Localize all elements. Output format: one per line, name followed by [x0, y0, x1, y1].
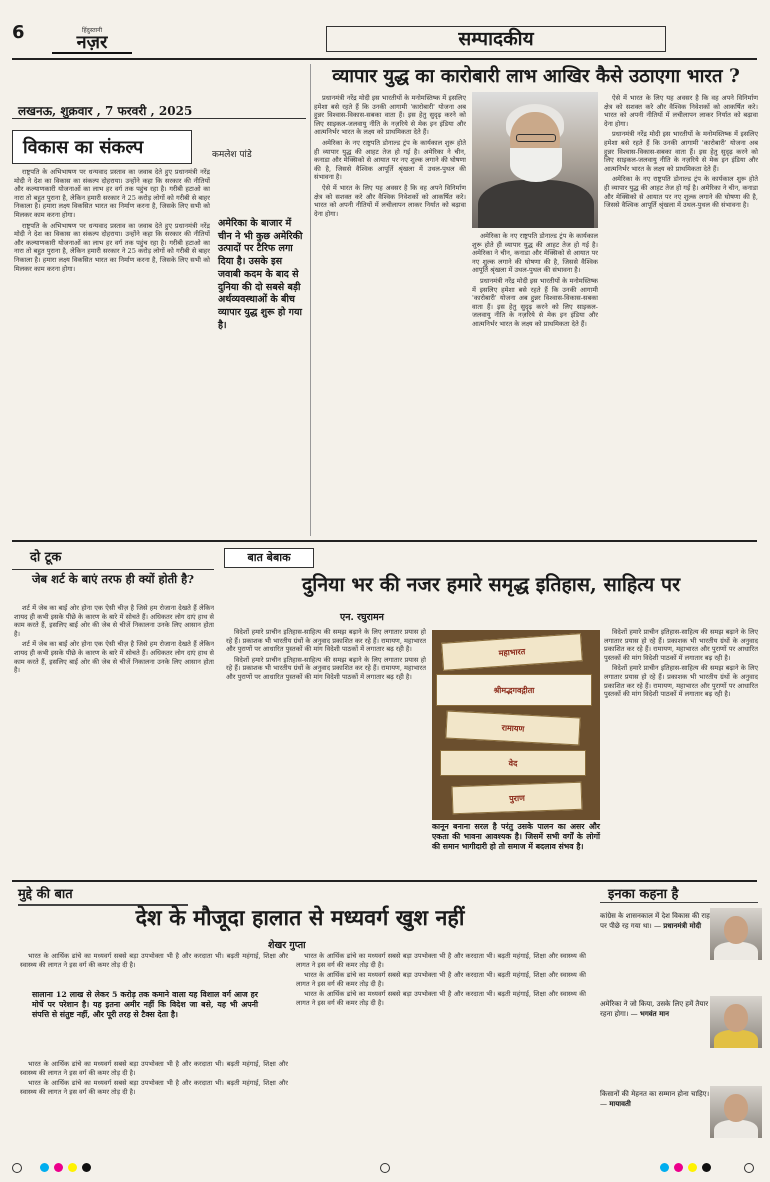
- top-body-1c: प्रधानमंत्री नरेंद्र मोदी इस भारतीयों के मनोमस्तिष्क में इसलिए हमेशा बसे रहते हैं कि उनकी आगामी 'कारोबारी' योजना अब हुन्नर विश्वास-विकास-सबका वाता हैं। इस हेतु सुदृढ़ करने को लिए साइकल-जलवायु नीति के नज़रिये से मेक इन इंडिया और आत्मनिर्भर भारत के लक्ष्य को प्राथमिकता देते हैं।: [604, 130, 758, 173]
- portrait-2: [710, 996, 762, 1048]
- mudde-text-3: भारत के आर्थिक ढांचे का मध्यवर्ग सबसे बड़ा उपभोक्ता भी है और करदाता भी। बढ़ती महंगाई, शिक्षा और स्वास्थ्य की लागत ने इस वर्ग की कमर तोड़ दी है।: [20, 1079, 288, 1096]
- inka-quote-3-name: मायावती: [609, 1099, 631, 1109]
- baat-quote: कानून बनाना सरल है परंतु उसके पालन का असर और एकता की भावना आवश्यक है। जिसमें सभी वर्गों के लोगों की समान भागीदारी हो तो समाज में बदलाव संभव है।: [432, 822, 600, 851]
- top-body-2c: अमेरिका के नए राष्ट्रपति डोनाल्ड ट्रंप के कार्यकाल शुरू होते ही व्यापार युद्ध की आहट तेज हो गई है। अमेरिका ने चीन, कनाडा और मेक्सिको से आयात पर नए शुल्क लगाने की घोषणा की है, जिससे वैश्विक आपूर्ति श्रृंखला में उथल-पुथल की संभावना है।: [604, 175, 758, 210]
- registration-mark-center: [380, 1163, 390, 1173]
- inka-label: इनका कहना है: [600, 884, 758, 903]
- logo-small: हिंदुस्तानी: [81, 27, 103, 34]
- mudde-headline: देश के मौजूदा हालात से मध्यवर्ग खुश नहीं: [135, 906, 465, 931]
- mudde-byline: शेखर गुप्ता: [268, 940, 306, 951]
- color-dot-magenta-2: [674, 1163, 683, 1172]
- baat-text-2: विदेशों हमारे प्राचीन इतिहास-साहित्य की समझ बढ़ाने के लिए लगातार प्रयास हो रहे हैं। प्रकाशक भी भारतीय ग्रंथों के अनुवाद प्रकाशित कर रहे हैं। रामायण, महाभारत और पुराणों पर आधारित पुस्तकों की मांग विदेशी पाठकों में लगातार बढ़ रही है।: [226, 655, 426, 681]
- baat-byline: एन. रघुरामन: [340, 612, 384, 623]
- paper-logo: [52, 26, 132, 54]
- book-4: वेद: [440, 750, 586, 776]
- mudde-intro: [20, 952, 288, 988]
- do-took-text-2: शर्ट में जेब का बाईं ओर होना एक ऐसी चीज़ है जिसे हम रोजाना देखते हैं लेकिन शायद ही कभी इसके पीछे के कारण के बारे में सोचते हैं। अधिकतर लोग दाएं हाथ से काम करते हैं, इसलिए बाईं ओर की जेब से चीजें निकालना उनके लिए आसान होता है।: [14, 640, 214, 675]
- column-rule: [310, 64, 311, 536]
- editorial-text-2: राष्ट्रपति के अभिभाषण पर धन्यवाद प्रस्ताव का जवाब देते हुए प्रधानमंत्री नरेंद्र मोदी ने देश का विकास का संकल्प दोहराया। उन्होंने कहा कि सरकार की नीतियों और कल्याणकारी योजनाओं का लाभ हर वर्ग तक पहुंच रहा है। गरीबी हटाओ का नारा तो बहुत पुराना है, लेकिन हमारी सरकार ने 25 करोड़ लोगों को गरीबी से बाहर निकाला है। हमारा लक्ष्य विकसित भारत का निर्माण करना है, जिसके लिए सभी को मिलकर काम करना होगा।: [14, 221, 210, 273]
- top-body-2: अमेरिका के नए राष्ट्रपति डोनाल्ड ट्रंप के कार्यकाल शुरू होते ही व्यापार युद्ध की आहट तेज हो गई है। अमेरिका ने चीन, कनाडा और मेक्सिको से आयात पर नए शुल्क लगाने की घोषणा की है, जिससे वैश्विक आपूर्ति श्रृंखला में उथल-पुथल की संभावना है।: [314, 138, 466, 182]
- inka-quote-2: अमेरिका ने जो किया, उसके लिए हमें तैयार रहना होगा। — भगवंत मान: [600, 1000, 709, 1019]
- top-body-1: प्रधानमंत्री नरेंद्र मोदी इस भारतीयों के मनोमस्तिष्क में इसलिए हमेशा बसे रहते हैं कि उनकी आगामी 'कारोबारी' योजना अब हुन्नर विश्वास-विकास-सबका वाता हैं। इस हेतु सुदृढ़ करने को लिए साइकल-जलवायु नीति के नज़रिये से मेक इन इंडिया और आत्मनिर्भर भारत के लक्ष्य को प्राथमिकता देते हैं।: [314, 94, 466, 137]
- portrait-3: [710, 1086, 762, 1138]
- book-3: रामायण: [445, 711, 580, 746]
- inka-quote-1-name: प्रधानमंत्री मोदी: [663, 921, 702, 931]
- top-headline: व्यापार युद्ध का कारोबारी लाभ आखिर कैसे उठाएगा भारत ?: [332, 66, 740, 87]
- book-1: महाभारत: [441, 633, 583, 671]
- top-body-1b: प्रधानमंत्री नरेंद्र मोदी इस भारतीयों के मनोमस्तिष्क में इसलिए हमेशा बसे रहते हैं कि उनकी आगामी 'कारोबारी' योजना अब हुन्नर विश्वास-विकास-सबका वाता हैं। इस हेतु सुदृढ़ करने को लिए साइकल-जलवायु नीति के नज़रिये से मेक इन इंडिया और आत्मनिर्भर भारत के लक्ष्य को प्राथमिकता देते हैं।: [472, 276, 598, 328]
- inka-quote-1-text: कांग्रेस के शासनकाल में देश विकास की राह पर पीछे रह गया था।: [600, 912, 710, 931]
- baat-label: बात बेबाक: [224, 548, 314, 568]
- color-dot-black-2: [702, 1163, 711, 1172]
- mudde-text-2: भारत के आर्थिक ढांचे का मध्यवर्ग सबसे बड़ा उपभोक्ता भी है और करदाता भी। बढ़ती महंगाई, शिक्षा और स्वास्थ्य की लागत ने इस वर्ग की कमर तोड़ दी है।: [20, 1060, 288, 1077]
- baat-col3: [604, 628, 758, 876]
- inka-quote-3-text: किसानों की मेहनत का सम्मान होना चाहिए।: [600, 1090, 710, 1098]
- mudde-text: भारत के आर्थिक ढांचे का मध्यवर्ग सबसे बड़ा उपभोक्ता भी है और करदाता भी। बढ़ती महंगाई, शिक्षा और स्वास्थ्य की लागत ने इस वर्ग की कमर तोड़ दी है।: [20, 952, 288, 969]
- books-photo: [432, 630, 600, 820]
- top-article-col3: [604, 94, 758, 534]
- color-dot-yellow-2: [688, 1163, 697, 1172]
- book-2: श्रीमद्भगवद्गीता: [436, 674, 592, 706]
- section-rule-1: [12, 540, 757, 542]
- mudde-text-5: भारत के आर्थिक ढांचे का मध्यवर्ग सबसे बड़ा उपभोक्ता भी है और करदाता भी। बढ़ती महंगाई, शिक्षा और स्वास्थ्य की लागत ने इस वर्ग की कमर तोड़ दी है।: [296, 971, 586, 988]
- inka-quote-1: कांग्रेस के शासनकाल में देश विकास की राह पर पीछे रह गया था। — प्रधानमंत्री मोदी: [600, 912, 710, 931]
- do-took-headline: जेब शर्ट के बाएं तरफ ही क्यों होती है?: [32, 572, 194, 586]
- baat-text-4: विदेशों हमारे प्राचीन इतिहास-साहित्य की समझ बढ़ाने के लिए लगातार प्रयास हो रहे हैं। प्रकाशक भी भारतीय ग्रंथों के अनुवाद प्रकाशित कर रहे हैं। रामायण, महाभारत और पुराणों पर आधारित पुस्तकों की मांग विदेशी पाठकों में लगातार बढ़ रही है।: [604, 664, 758, 699]
- leader-photo: [472, 92, 598, 228]
- inka-quote-3: किसानों की मेहनत का सम्मान होना चाहिए। — मायावती: [600, 1090, 710, 1109]
- section-masthead: सम्पादकीय: [326, 26, 666, 52]
- mudde-text-4: भारत के आर्थिक ढांचे का मध्यवर्ग सबसे बड़ा उपभोक्ता भी है और करदाता भी। बढ़ती महंगाई, शिक्षा और स्वास्थ्य की लागत ने इस वर्ग की कमर तोड़ दी है।: [296, 952, 586, 969]
- dateline-rule: [12, 118, 306, 119]
- baat-col1: [226, 628, 426, 876]
- section-rule-2: [12, 880, 757, 882]
- baat-headline: दुनिया भर की नजर हमारे समृद्ध इतिहास, साहित्य पर: [301, 573, 681, 596]
- top-body-2b: अमेरिका के नए राष्ट्रपति डोनाल्ड ट्रंप के कार्यकाल शुरू होते ही व्यापार युद्ध की आहट तेज हो गई है। अमेरिका ने चीन, कनाडा और मेक्सिको से आयात पर नए शुल्क लगाने की घोषणा की है, जिससे वैश्विक आपूर्ति श्रृंखला में उथल-पुथल की संभावना है।: [472, 232, 598, 275]
- do-took-label: दो टूक: [12, 548, 214, 570]
- inka-quote-2-name: भगवंत मान: [639, 1009, 669, 1019]
- mudde-label: मुद्दे की बात: [18, 884, 188, 906]
- inka-quote-2-text: अमेरिका ने जो किया, उसके लिए हमें तैयार रहना होगा।: [600, 1000, 709, 1019]
- registration-mark-left: [12, 1163, 22, 1173]
- baat-text-3: विदेशों हमारे प्राचीन इतिहास-साहित्य की समझ बढ़ाने के लिए लगातार प्रयास हो रहे हैं। प्रकाशक भी भारतीय ग्रंथों के अनुवाद प्रकाशित कर रहे हैं। रामायण, महाभारत और पुराणों पर आधारित पुस्तकों की मांग विदेशी पाठकों में लगातार बढ़ रही है।: [604, 628, 758, 662]
- do-took-text: शर्ट में जेब का बाईं ओर होना एक ऐसी चीज़ है जिसे हम रोजाना देखते हैं लेकिन शायद ही कभी इसके पीछे के कारण के बारे में सोचते हैं। अधिकतर लोग दाएं हाथ से काम करते हैं, इसलिए बाईं ओर की जेब से चीजें निकालना उनके लिए आसान होता है।: [14, 604, 214, 638]
- color-dot-magenta: [54, 1163, 63, 1172]
- color-dot-cyan-2: [660, 1163, 669, 1172]
- editorial-body: [14, 168, 210, 536]
- mudde-col1: [20, 1060, 288, 1156]
- color-dot-black: [82, 1163, 91, 1172]
- baat-text: विदेशों हमारे प्राचीन इतिहास-साहित्य की समझ बढ़ाने के लिए लगातार प्रयास हो रहे हैं। प्रकाशक भी भारतीय ग्रंथों के अनुवाद प्रकाशित कर रहे हैं। रामायण, महाभारत और पुराणों पर आधारित पुस्तकों की मांग विदेशी पाठकों में लगातार बढ़ रही है।: [226, 628, 426, 654]
- editorial-text: राष्ट्रपति के अभिभाषण पर धन्यवाद प्रस्ताव का जवाब देते हुए प्रधानमंत्री नरेंद्र मोदी ने देश का विकास का संकल्प दोहराया। उन्होंने कहा कि सरकार की नीतियों और कल्याणकारी योजनाओं का लाभ हर वर्ग तक पहुंच रहा है। गरीबी हटाओ का नारा तो बहुत पुराना है, लेकिन हमारी सरकार ने 25 करोड़ लोगों को गरीबी से बाहर निकाला है। हमारा लक्ष्य विकसित भारत का निर्माण करना है, जिसके लिए सभी को मिलकर काम करना होगा।: [14, 168, 210, 219]
- top-body-3: ऐसे में भारत के लिए यह अवसर है कि वह अपने विनिर्माण क्षेत्र को सशक्त करे और वैश्विक निवेशकों को आकर्षित करे। भारत को अपनी नीतियों में लचीलापन लाकर निर्यात को बढ़ावा देना होगा।: [314, 183, 466, 218]
- color-dot-cyan: [40, 1163, 49, 1172]
- pull-quote: अमेरिका के बाजार में चीन ने भी कुछ अमेरिकी उत्पादों पर टैरिफ लगा दिया है। उसके इस जवाबी कदम के बाद से दुनिया की दो सबसे बड़ी अर्थव्यवस्थाओं के बीच व्यापार युद्ध शुरू हो गया है।: [218, 218, 303, 331]
- portrait-1: [710, 908, 762, 960]
- top-body-3b: ऐसे में भारत के लिए यह अवसर है कि वह अपने विनिर्माण क्षेत्र को सशक्त करे और वैश्विक निवेशकों को आकर्षित करे। भारत को अपनी नीतियों में लचीलापन लाकर निर्यात को बढ़ावा देना होगा।: [604, 94, 758, 128]
- editorial-byline: कमलेश पांडे: [212, 150, 252, 160]
- top-article-col1: [314, 94, 466, 534]
- book-5: पुराण: [452, 782, 583, 815]
- do-took-body: [14, 604, 214, 876]
- logo-name: नज़र: [52, 34, 132, 54]
- page-number: 6: [12, 22, 25, 43]
- registration-mark-right: [744, 1163, 754, 1173]
- color-dot-yellow: [68, 1163, 77, 1172]
- mudde-text-6: भारत के आर्थिक ढांचे का मध्यवर्ग सबसे बड़ा उपभोक्ता भी है और करदाता भी। बढ़ती महंगाई, शिक्षा और स्वास्थ्य की लागत ने इस वर्ग की कमर तोड़ दी है।: [296, 990, 586, 1007]
- top-rule: [12, 58, 757, 60]
- editorial-title: विकास का संकल्प: [12, 130, 192, 164]
- mudde-lead: सालाना 12 लाख से लेकर 5 करोड़ तक कमाने वाला यह विशाल वर्ग आज हर मोर्चे पर परेशान है। यह इतना अमीर नहीं कि विदेश जा बसे, यह भी अपनी संपत्ति से संतुष्ट नहीं, और पूरी तरह से टैक्स देता है।: [32, 990, 258, 1019]
- dateline: लखनऊ, शुक्रवार , 7 फरवरी , 2025: [18, 104, 193, 118]
- top-article-col2: [472, 232, 598, 534]
- mudde-col2: [296, 952, 586, 1156]
